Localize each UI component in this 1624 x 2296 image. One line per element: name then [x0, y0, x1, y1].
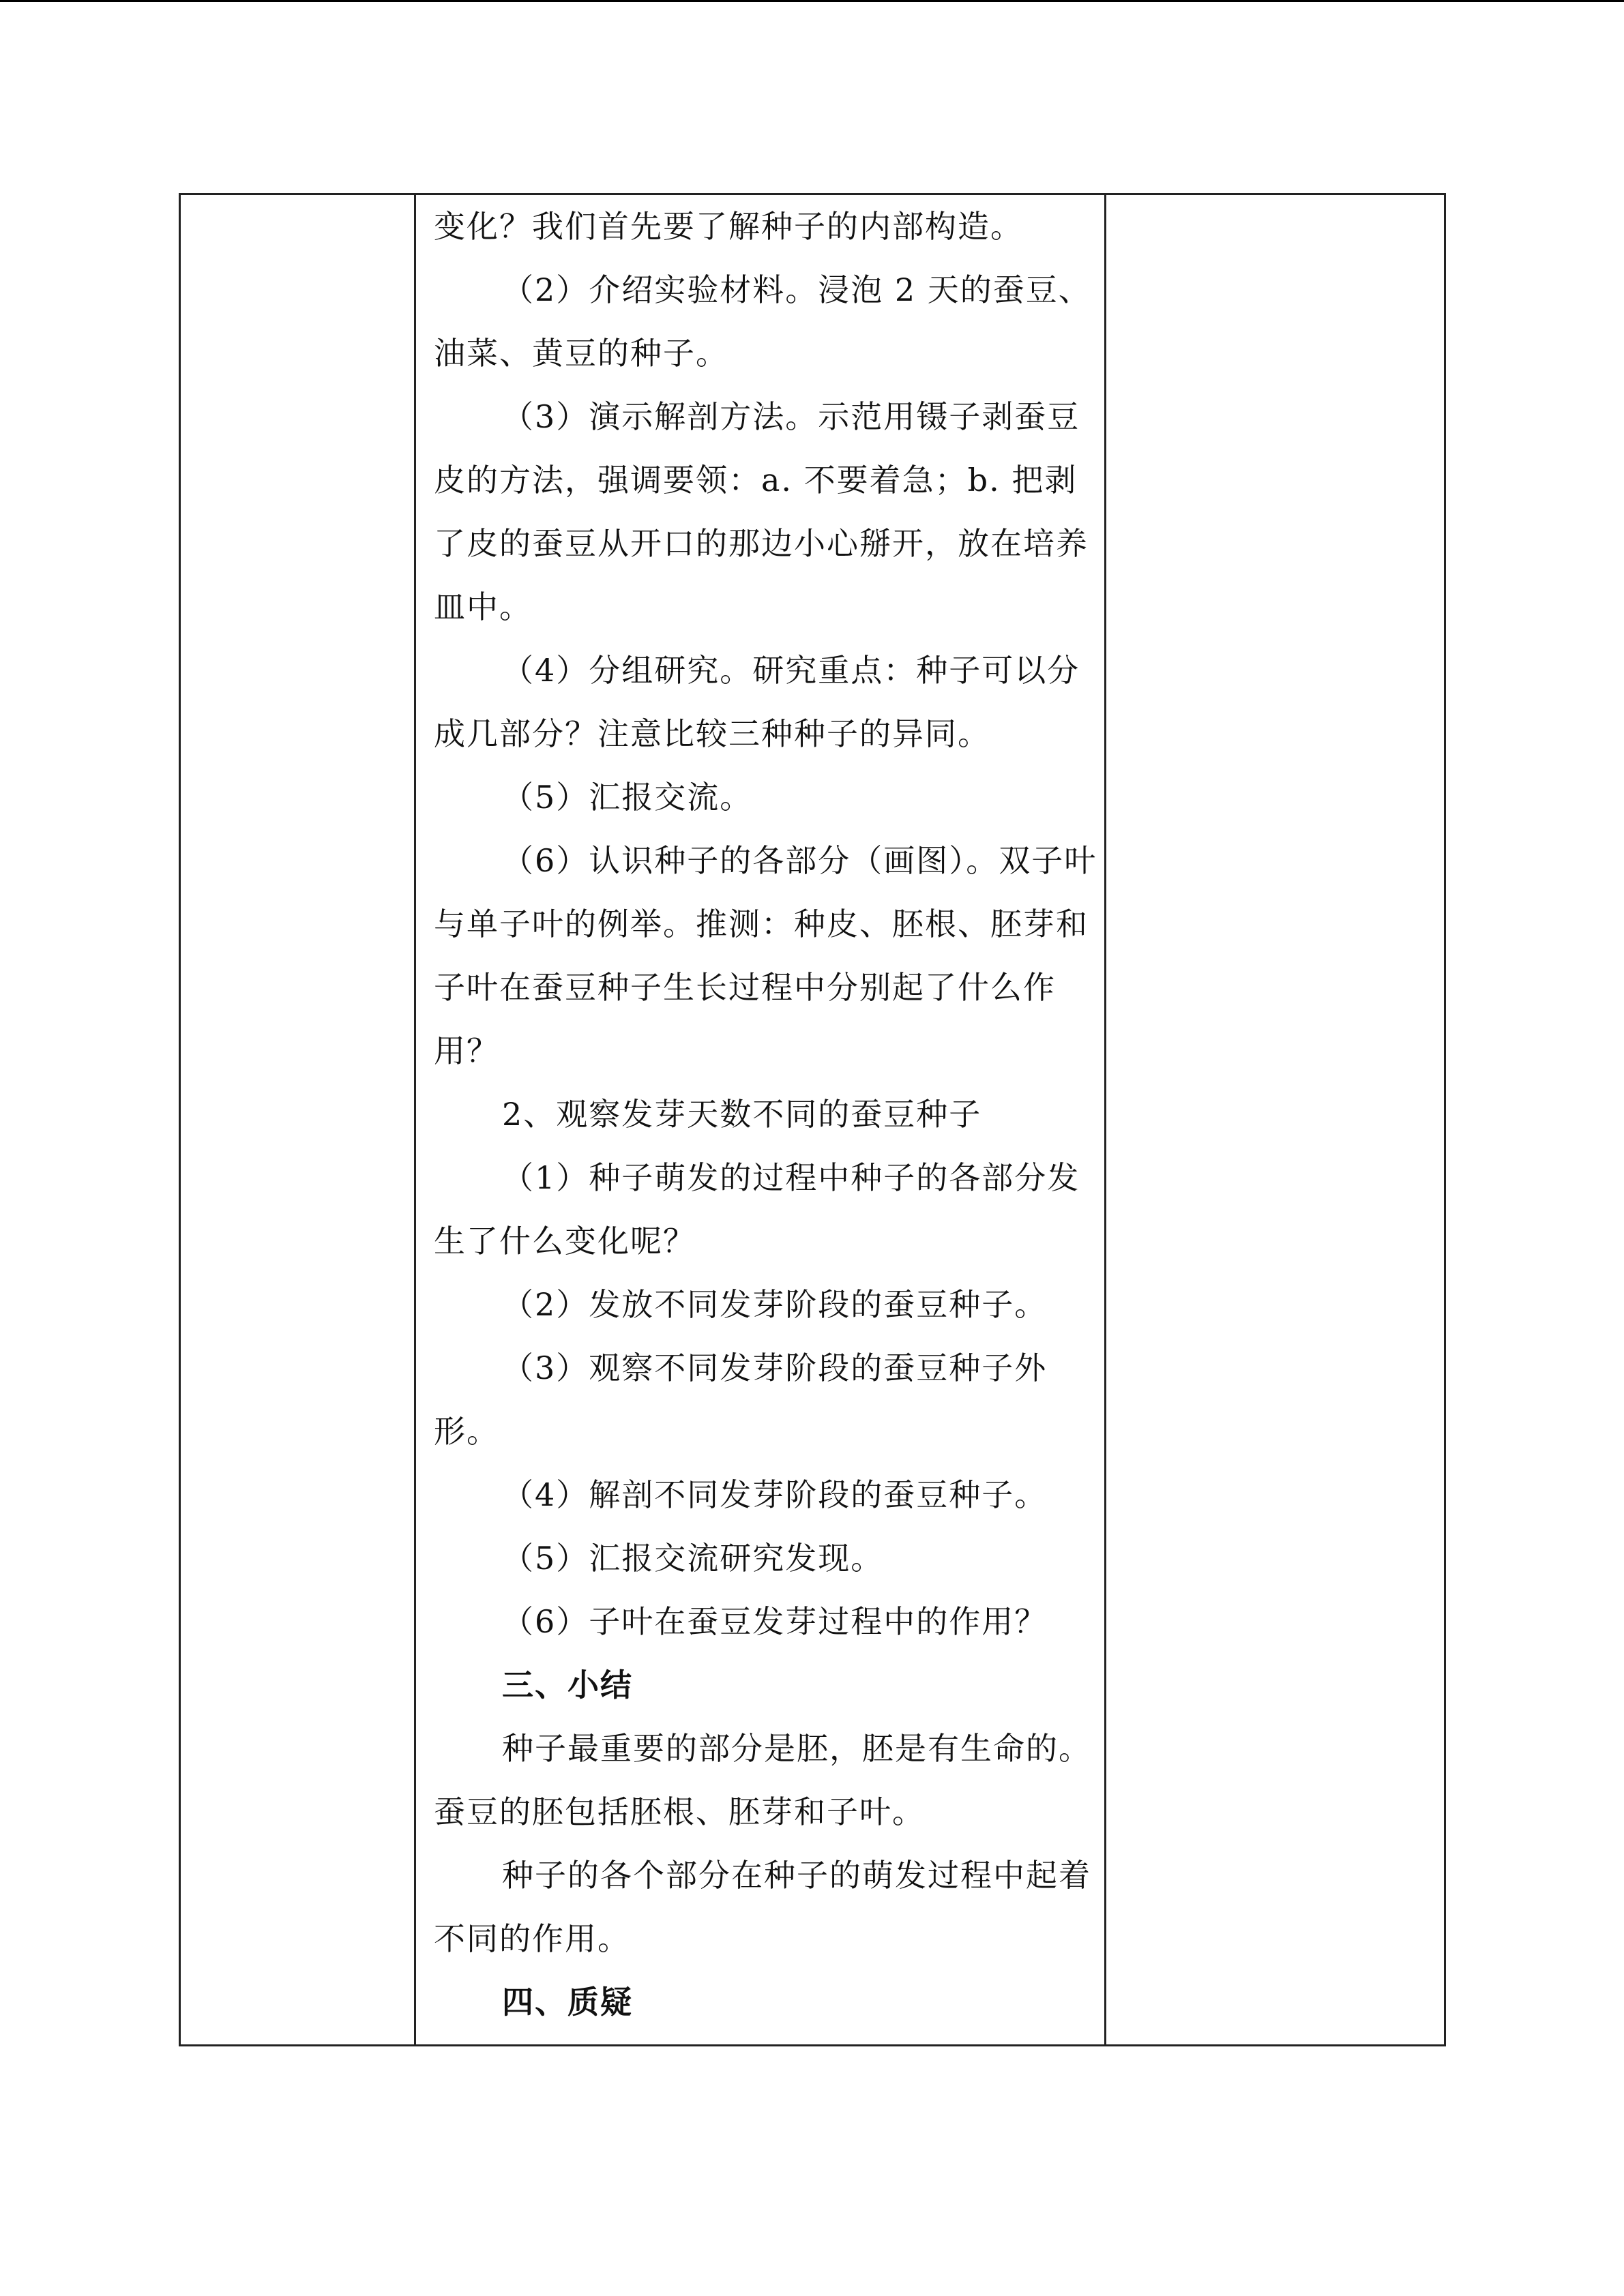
content-line: （3）观察不同发芽阶段的蚕豆种子外: [502, 1350, 1048, 1386]
content-line: 2、观察发芽天数不同的蚕豆种子: [502, 1096, 982, 1133]
content-line: （6）子叶在蚕豆发芽过程中的作用？: [502, 1603, 1048, 1640]
content-line: 油菜、黄豆的种子。: [434, 335, 728, 372]
content-line: （3）演示解剖方法。示范用镊子剥蚕豆: [502, 398, 1080, 435]
content-line: （1）种子萌发的过程中种子的各部分发: [502, 1159, 1080, 1196]
lesson-plan-table: [179, 193, 1446, 2046]
section-heading-summary: 三、小结: [502, 1667, 633, 1703]
content-line: 变化？我们首先要了解种子的内部构造。: [434, 208, 1023, 245]
lesson-content-cell: [416, 195, 1104, 2044]
content-line: （5）汇报交流。: [502, 779, 753, 816]
content-line: 种子的各个部分在种子的萌发过程中起着: [502, 1857, 1091, 1894]
content-line: 不同的作用。: [434, 1920, 630, 1957]
content-line: 形。: [434, 1413, 499, 1450]
top-border-rule: [0, 0, 1624, 2]
right-empty-cell: [1106, 195, 1444, 2044]
content-line: （2）介绍实验材料。浸泡 2 天的蚕豆、: [502, 271, 1091, 308]
content-line: （6）认识种子的各部分（画图）。双子叶: [502, 842, 1097, 879]
content-line: （4）解剖不同发芽阶段的蚕豆种子。: [502, 1476, 1048, 1513]
content-line: （5）汇报交流研究发现。: [502, 1540, 884, 1577]
content-line: （4）分组研究。研究重点：种子可以分: [502, 652, 1080, 689]
section-heading-questions: 四、质疑: [502, 1984, 633, 2021]
content-line: 皮的方法，强调要领：a. 不要着急；b. 把剥: [434, 462, 1078, 498]
content-line: 生了什么变化呢？: [434, 1223, 696, 1259]
content-line: 与单子叶的例举。推测：种皮、胚根、胚芽和: [434, 906, 1089, 942]
content-line: 皿中。: [434, 588, 532, 625]
content-line: 了皮的蚕豆从开口的那边小心掰开，放在培养: [434, 525, 1089, 562]
content-line: 种子最重要的部分是胚，胚是有生命的。: [502, 1730, 1091, 1767]
content-line: （2）发放不同发芽阶段的蚕豆种子。: [502, 1286, 1048, 1323]
content-line: 成几部分？注意比较三种种子的异同。: [434, 715, 990, 752]
content-line: 用？: [434, 1032, 499, 1069]
content-line: 蚕豆的胚包括胚根、胚芽和子叶。: [434, 1793, 925, 1830]
content-line: 子叶在蚕豆种子生长过程中分别起了什么作: [434, 969, 1056, 1006]
left-empty-cell: [181, 195, 414, 2044]
